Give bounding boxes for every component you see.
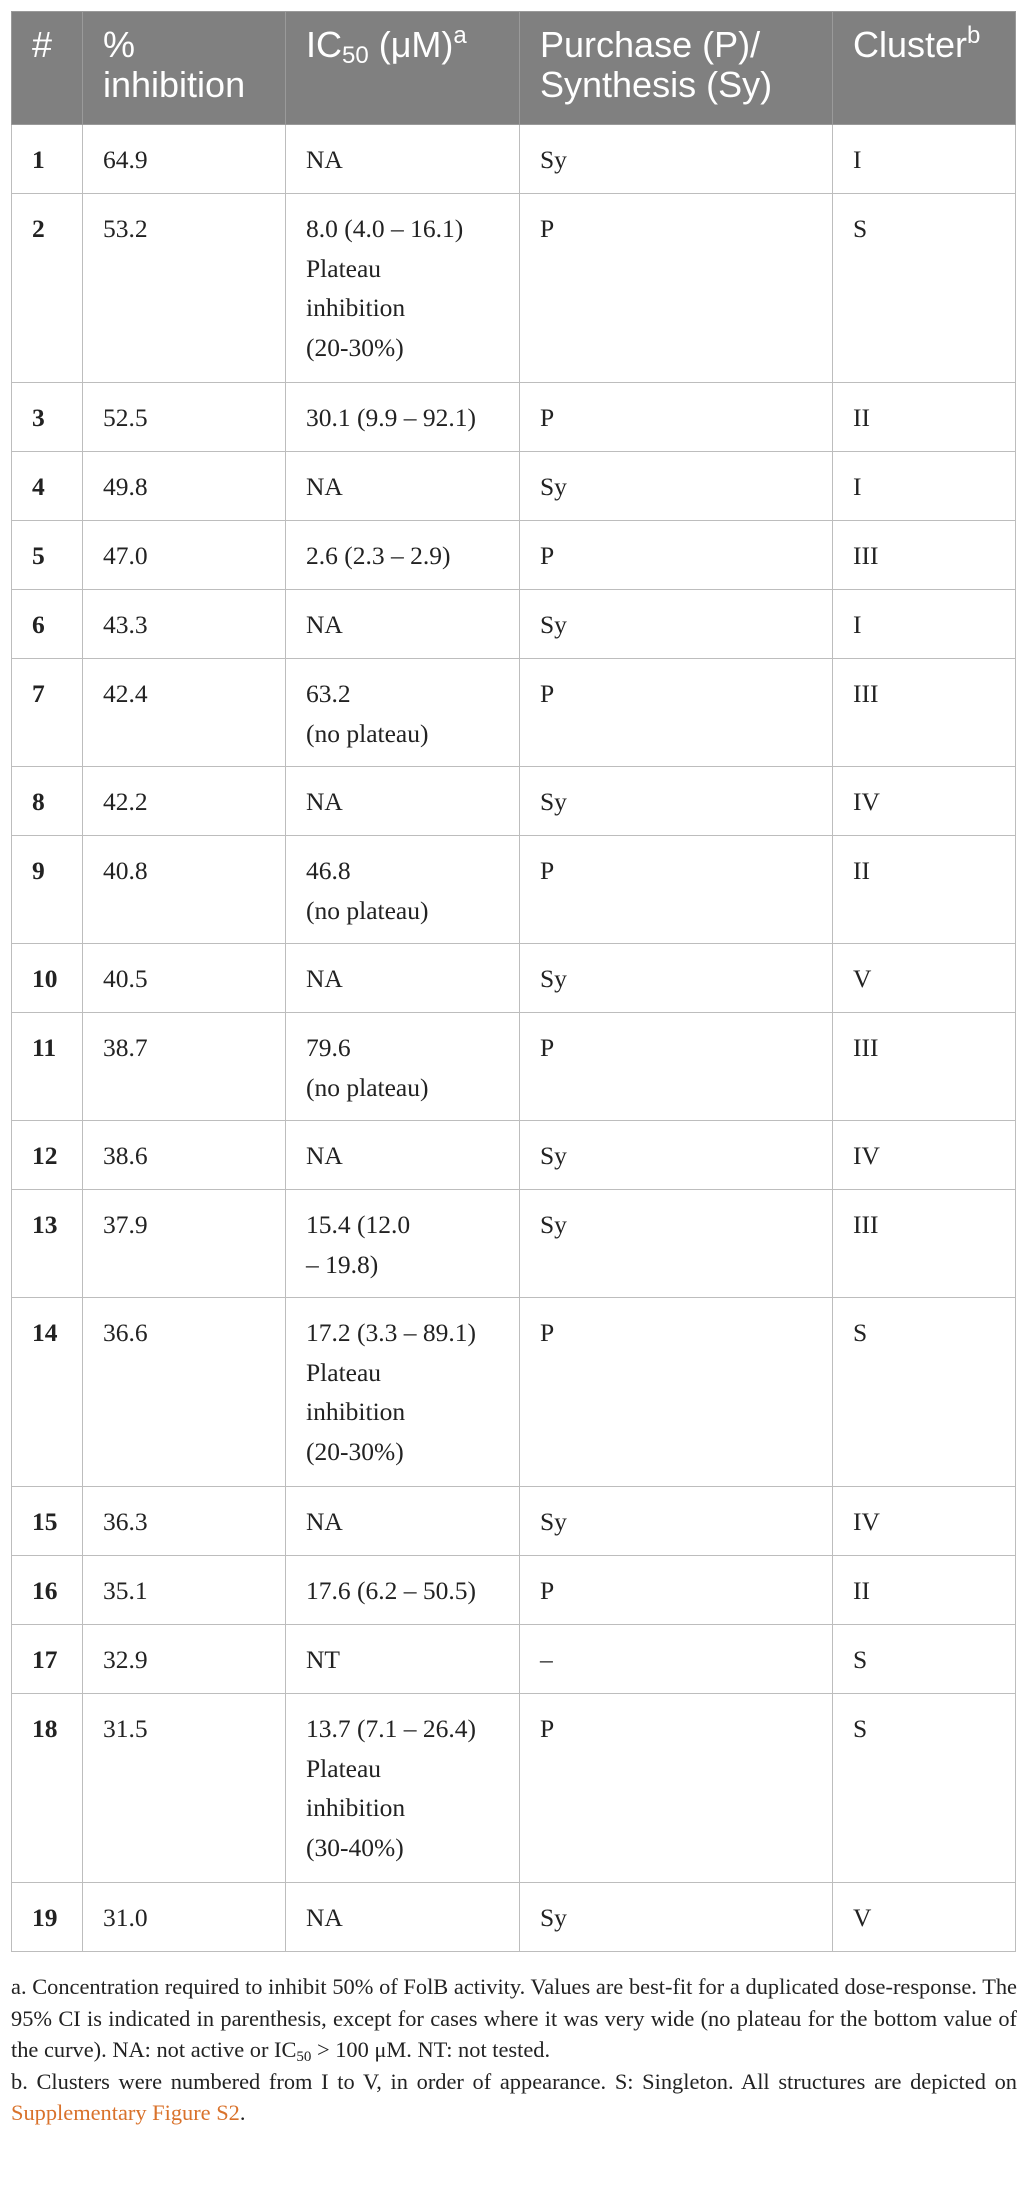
table-row: [12, 1556, 1016, 1625]
header-cluster-footnote-mark: b: [967, 22, 981, 49]
footnote-a-text-end: > 100 μM. NT: not tested.: [311, 2037, 551, 2062]
ic50-line: inhibition: [306, 293, 406, 322]
purchase-synthesis-cell: P: [520, 194, 833, 383]
purchase-synthesis-cell: Sy: [520, 125, 833, 194]
header-purchase-synthesis: [520, 12, 833, 125]
ic50-line: Plateau: [306, 253, 382, 283]
footnote-a: [11, 1971, 1017, 2066]
percent-inhibition-cell: 53.2: [83, 194, 286, 383]
cluster-cell: I: [833, 125, 1016, 194]
supplementary-figure-link[interactable]: Supplementary Figure S2: [11, 2100, 240, 2125]
table-row: [12, 944, 1016, 1013]
ic50-cell: [286, 521, 520, 590]
cluster-cell: I: [833, 590, 1016, 659]
ic50-line: NT: [306, 1645, 340, 1674]
percent-inhibition-cell: 40.8: [83, 836, 286, 944]
footnote-a-subscript: 50: [296, 2049, 312, 2065]
cluster-cell: II: [833, 836, 1016, 944]
header-cluster: [833, 12, 1016, 125]
compound-number-cell: 4: [12, 452, 83, 521]
compound-number-cell: 16: [12, 1556, 83, 1625]
table-row: [12, 767, 1016, 836]
purchase-synthesis-cell: –: [520, 1625, 833, 1694]
ic50-line: (20-30%): [306, 332, 404, 362]
ic50-cell: [286, 836, 520, 944]
compound-number-cell: 14: [12, 1298, 83, 1487]
purchase-synthesis-cell: Sy: [520, 590, 833, 659]
ic50-cell: [286, 1487, 520, 1556]
cluster-cell: III: [833, 1013, 1016, 1121]
ic50-line: Plateau: [306, 1357, 382, 1387]
ic50-cell: [286, 1298, 520, 1487]
purchase-synthesis-cell: Sy: [520, 1121, 833, 1190]
compound-number-cell: 7: [12, 659, 83, 767]
header-ic50-footnote-mark: a: [453, 22, 467, 49]
compound-number-cell: 10: [12, 944, 83, 1013]
cluster-cell: V: [833, 944, 1016, 1013]
ic50-cell: [286, 383, 520, 452]
compound-number-cell: 17: [12, 1625, 83, 1694]
ic50-line: 63.2: [306, 679, 351, 708]
table-row: [12, 590, 1016, 659]
table-row: [12, 125, 1016, 194]
cluster-cell: IV: [833, 1487, 1016, 1556]
compound-number-cell: 18: [12, 1694, 83, 1883]
compound-number-cell: 19: [12, 1883, 83, 1952]
header-ic50: [286, 12, 520, 125]
table-row: [12, 521, 1016, 590]
table-body: [12, 125, 1016, 1952]
percent-inhibition-cell: 47.0: [83, 521, 286, 590]
ic50-line: Plateau: [306, 1753, 382, 1783]
header-ic50-subscript: 50: [342, 42, 369, 69]
ic50-line: 17.6 (6.2 – 50.5): [306, 1576, 476, 1605]
header-percent-inhibition-line2: inhibition: [103, 64, 246, 105]
percent-inhibition-cell: 52.5: [83, 383, 286, 452]
footnote-b: [11, 2066, 1017, 2129]
purchase-synthesis-cell: P: [520, 836, 833, 944]
cluster-cell: IV: [833, 767, 1016, 836]
percent-inhibition-cell: 31.0: [83, 1883, 286, 1952]
ic50-line: (20-30%): [306, 1436, 404, 1466]
table-row: [12, 1190, 1016, 1298]
percent-inhibition-cell: 31.5: [83, 1694, 286, 1883]
table-row: [12, 1298, 1016, 1487]
purchase-synthesis-cell: Sy: [520, 944, 833, 1013]
ic50-line: 15.4 (12.0: [306, 1210, 411, 1239]
ic50-line: 79.6: [306, 1033, 351, 1062]
footnote-b-period: .: [239, 2100, 246, 2125]
ic50-line: inhibition: [306, 1397, 406, 1426]
header-cluster-label: Cluster: [853, 24, 968, 65]
header-compound-number-label: #: [32, 24, 53, 65]
ic50-cell: [286, 1694, 520, 1883]
compound-number-cell: 3: [12, 383, 83, 452]
header-compound-number: [12, 12, 83, 125]
purchase-synthesis-cell: P: [520, 1694, 833, 1883]
ic50-cell: [286, 125, 520, 194]
ic50-cell: [286, 1013, 520, 1121]
ic50-line: NA: [306, 145, 343, 174]
cluster-cell: I: [833, 452, 1016, 521]
percent-inhibition-cell: 35.1: [83, 1556, 286, 1625]
table-row: [12, 383, 1016, 452]
compound-number-cell: 8: [12, 767, 83, 836]
ic50-line: (no plateau): [306, 895, 429, 925]
ic50-line: 30.1 (9.9 – 92.1): [306, 403, 476, 432]
table-footnotes: [11, 1971, 1017, 2129]
purchase-synthesis-cell: P: [520, 383, 833, 452]
ic50-line: NA: [306, 1903, 343, 1932]
ic50-cell: [286, 1883, 520, 1952]
compound-number-cell: 12: [12, 1121, 83, 1190]
ic50-line: 17.2 (3.3 – 89.1): [306, 1318, 476, 1347]
cluster-cell: IV: [833, 1121, 1016, 1190]
ic50-line: NA: [306, 1507, 343, 1536]
table-header: [12, 12, 1016, 125]
purchase-synthesis-cell: P: [520, 521, 833, 590]
table-row: [12, 1121, 1016, 1190]
cluster-cell: III: [833, 1190, 1016, 1298]
compound-number-cell: 1: [12, 125, 83, 194]
ic50-line: NA: [306, 610, 343, 639]
cluster-cell: S: [833, 1694, 1016, 1883]
ic50-line: NA: [306, 787, 343, 816]
ic50-cell: [286, 944, 520, 1013]
footnote-a-text: a. Concentration required to inhibit 50% of FolB activity. Values are best-fit for a duplicated dose-response. The 95% CI is indicated in parenthesis, except for cases where it was very wide (no plateau for the bottom value of the curve). NA: not active or IC: [11, 1974, 1017, 2062]
cluster-cell: S: [833, 194, 1016, 383]
ic50-cell: [286, 767, 520, 836]
results-table: [11, 11, 1016, 1952]
header-ic50-unit: (μM): [368, 24, 454, 65]
ic50-line: 2.6 (2.3 – 2.9): [306, 541, 451, 570]
ic50-line: – 19.8): [306, 1249, 379, 1279]
percent-inhibition-cell: 32.9: [83, 1625, 286, 1694]
cluster-cell: II: [833, 1556, 1016, 1625]
compound-number-cell: 2: [12, 194, 83, 383]
cluster-cell: III: [833, 659, 1016, 767]
compound-number-cell: 11: [12, 1013, 83, 1121]
compound-number-cell: 9: [12, 836, 83, 944]
table-row: [12, 659, 1016, 767]
header-purchase-line1: Purchase (P)/: [540, 24, 761, 65]
purchase-synthesis-cell: P: [520, 1013, 833, 1121]
compound-number-cell: 6: [12, 590, 83, 659]
percent-inhibition-cell: 40.5: [83, 944, 286, 1013]
ic50-cell: [286, 194, 520, 383]
ic50-cell: [286, 1625, 520, 1694]
ic50-cell: [286, 659, 520, 767]
purchase-synthesis-cell: P: [520, 1298, 833, 1487]
cluster-cell: V: [833, 1883, 1016, 1952]
purchase-synthesis-cell: Sy: [520, 1883, 833, 1952]
percent-inhibition-cell: 42.4: [83, 659, 286, 767]
cluster-cell: S: [833, 1298, 1016, 1487]
ic50-line: (no plateau): [306, 718, 429, 748]
purchase-synthesis-cell: Sy: [520, 452, 833, 521]
ic50-cell: [286, 1556, 520, 1625]
purchase-synthesis-cell: P: [520, 659, 833, 767]
ic50-cell: [286, 452, 520, 521]
header-percent-inhibition: [83, 12, 286, 125]
percent-inhibition-cell: 38.7: [83, 1013, 286, 1121]
purchase-synthesis-cell: Sy: [520, 767, 833, 836]
percent-inhibition-cell: 36.6: [83, 1298, 286, 1487]
percent-inhibition-cell: 37.9: [83, 1190, 286, 1298]
compound-number-cell: 13: [12, 1190, 83, 1298]
ic50-line: (no plateau): [306, 1072, 429, 1102]
compound-number-cell: 15: [12, 1487, 83, 1556]
header-ic50-prefix: IC: [306, 24, 342, 65]
ic50-line: 13.7 (7.1 – 26.4): [306, 1714, 476, 1743]
ic50-line: NA: [306, 472, 343, 501]
compound-number-cell: 5: [12, 521, 83, 590]
percent-inhibition-cell: 36.3: [83, 1487, 286, 1556]
ic50-line: (30-40%): [306, 1832, 404, 1862]
table-row: [12, 1487, 1016, 1556]
ic50-line: NA: [306, 964, 343, 993]
table-row: [12, 194, 1016, 383]
purchase-synthesis-cell: Sy: [520, 1487, 833, 1556]
purchase-synthesis-cell: Sy: [520, 1190, 833, 1298]
table-row: [12, 836, 1016, 944]
ic50-line: 46.8: [306, 856, 351, 885]
percent-inhibition-cell: 64.9: [83, 125, 286, 194]
percent-inhibition-cell: 42.2: [83, 767, 286, 836]
table-row: [12, 1883, 1016, 1952]
percent-inhibition-cell: 43.3: [83, 590, 286, 659]
cluster-cell: S: [833, 1625, 1016, 1694]
table-row: [12, 452, 1016, 521]
ic50-cell: [286, 1190, 520, 1298]
header-row: [12, 12, 1016, 125]
header-purchase-line2: Synthesis (Sy): [540, 64, 773, 105]
ic50-line: 8.0 (4.0 – 16.1): [306, 214, 464, 243]
footnote-b-text: b. Clusters were numbered from I to V, in order of appearance. S: Singleton. All structures are depicted on: [11, 2068, 1017, 2094]
cluster-cell: III: [833, 521, 1016, 590]
percent-inhibition-cell: 38.6: [83, 1121, 286, 1190]
table-row: [12, 1694, 1016, 1883]
ic50-line: NA: [306, 1141, 343, 1170]
results-table-container: [11, 11, 1015, 1952]
percent-inhibition-cell: 49.8: [83, 452, 286, 521]
header-percent-inhibition-line1: %: [103, 24, 136, 65]
cluster-cell: II: [833, 383, 1016, 452]
ic50-cell: [286, 1121, 520, 1190]
table-row: [12, 1013, 1016, 1121]
purchase-synthesis-cell: P: [520, 1556, 833, 1625]
ic50-cell: [286, 590, 520, 659]
table-row: [12, 1625, 1016, 1694]
ic50-line: inhibition: [306, 1793, 406, 1822]
